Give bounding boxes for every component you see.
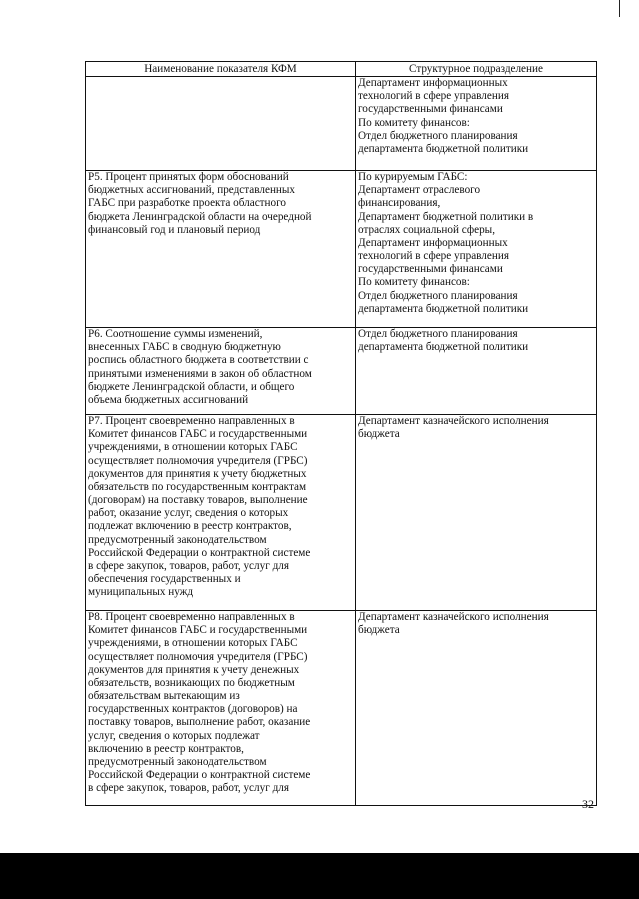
- kfm-indicators-table: [85, 61, 597, 806]
- table-row: [86, 611, 597, 806]
- table-header-row: [86, 62, 597, 77]
- indicator-cell: Р6. Соотношение суммы изменений, внесенных ГАБС в сводную бюджетную роспись областного бюджета в соответствии с принятыми изменениями в закон об областном бюджете Ленинградской области, и общего объема бюджетных ассигнований: [86, 328, 356, 415]
- page-number: 32: [582, 797, 594, 811]
- department-cell: Департамент информационных технологий в сфере управления государственными финансами По комитету финансов: Отдел бюджетного планирования департамента бюджетной политики: [356, 77, 597, 171]
- table-row: [86, 328, 597, 415]
- column-header-department: Структурное подразделение: [356, 62, 597, 77]
- department-cell: Департамент казначейского исполнения бюджета: [356, 611, 597, 806]
- indicator-cell: Р5. Процент принятых форм обоснований бюджетных ассигнований, представленных ГАБС при разработке проекта областного бюджета Ленинградской области на очередной финансовый год и плановый период: [86, 171, 356, 328]
- table-row: [86, 415, 597, 611]
- column-header-indicator: Наименование показателя КФМ: [86, 62, 356, 77]
- indicator-cell: Р8. Процент своевременно направленных в Комитет финансов ГАБС и государственными учреждениями, в отношении которых ГАБС осуществляет полномочия учредителя (ГРБС) документов для принятия к учету денежных обязательств, возникающих по бюджетным обязательствам вытекающим из государственных контрактов (договоров) на поставку товаров, выполнение работ, оказание услуг, сведения о которых подлежат включению в реестр контрактов, предусмотренный законодательством Российской Федерации о контрактной системе в сфере закупок, товаров, работ, услуг для: [86, 611, 356, 806]
- table-row: [86, 77, 597, 171]
- scan-edge-line: [619, 0, 620, 17]
- scan-bottom-bar: [0, 853, 639, 899]
- department-cell: По курируемым ГАБС: Департамент отраслевого финансирования, Департамент бюджетной политики в отраслях социальной сферы, Департамент информационных технологий в сфере управления государственными финансами По комитету финансов: Отдел бюджетного планирования департамента бюджетной политики: [356, 171, 597, 328]
- department-cell: Отдел бюджетного планирования департамента бюджетной политики: [356, 328, 597, 415]
- table-row: [86, 171, 597, 328]
- indicator-cell: Р7. Процент своевременно направленных в Комитет финансов ГАБС и государственными учреждениями, в отношении которых ГАБС осуществляет полномочия учредителя (ГРБС) документов для принятия к учету бюджетных обязательств по государственным контрактам (договорам) на поставку товаров, выполнение работ, оказание услуг, сведения о которых подлежат включению в реестр контрактов, предусмотренный законодательством Российской Федерации о контрактной системе в сфере закупок, товаров, работ, услуг для обеспечения государственных и муниципальных нужд: [86, 415, 356, 611]
- department-cell: Департамент казначейского исполнения бюджета: [356, 415, 597, 611]
- indicator-cell: [86, 77, 356, 171]
